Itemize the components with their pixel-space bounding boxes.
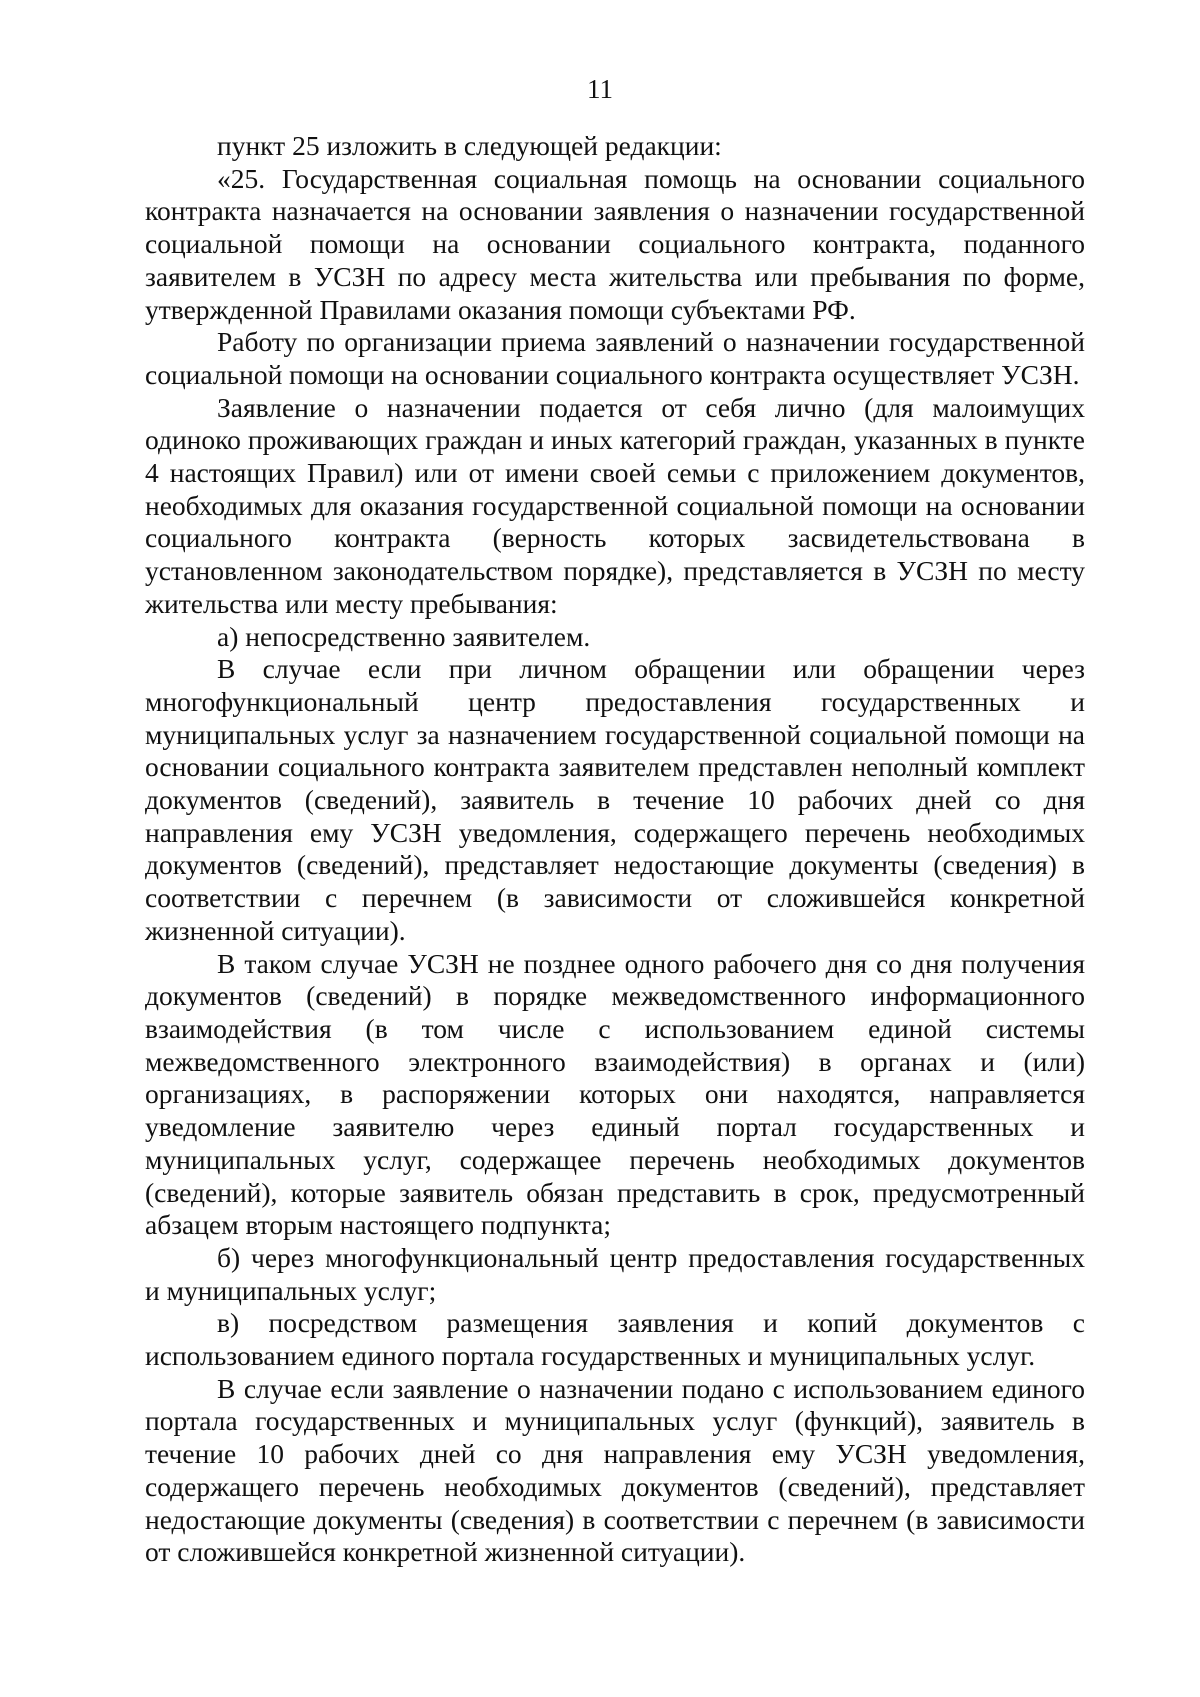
paragraph: а) непосредственно заявителем.: [217, 620, 591, 652]
paragraph: в) посредством размещения заявления и копий документов с использованием единого портала государственных и муниципальных услуг.: [145, 1307, 1085, 1372]
paragraph: пункт 25 изложить в следующей редакции:: [217, 130, 722, 161]
paragraph: В таком случае УСЗН не позднее одного рабочего дня со дня получения документов (сведений) в порядке межведомственного информационного взаимодействия (в том числе с использованием единой системы межведомственного электронного взаимодействия) в органах и (или) организациях, в распоряжении которых они находятся, направляется уведомление заявителю через единый портал государственных и муниципальных услуг, содержащее перечень необходимых документов (сведений), которые заявитель обязан представить в срок, предусмотренный абзацем вторым настоящего подпункта;: [145, 947, 1085, 1241]
paragraph: В случае если заявление о назначении подано с использованием единого портала государственных и муниципальных услуг (функций), заявитель в течение 10 рабочих дней со дня направления ему УСЗН уведомления, содержащего перечень необходимых документов (сведений), представляет недостающие документы (сведения) в соответствии с перечнем (в зависимости от сложившейся конкретной жизненной ситуации).: [145, 1372, 1085, 1568]
page-number: 11: [587, 74, 613, 104]
paragraph: Заявление о назначении подается от себя лично (для малоимущих одиноко проживающих граждан и иных категорий граждан, указанных в пункте 4 настоящих Правил) или от имени своей семьи с приложением документов, необходимых для оказания государственной социальной помощи на основании социального контракта (верность которых засвидетельствована в установленном законодательством порядке), представляется в УСЗН по месту жительства или месту пребывания:: [145, 391, 1085, 619]
paragraph: «25. Государственная социальная помощь на основании социального контракта назначается на основании заявления о назначении государственной социальной помощи на основании социального контракта, поданного заявителем в УСЗН по адресу места жительства или пребывания по форме, утвержденной Правилами оказания помощи субъектами РФ.: [145, 162, 1085, 325]
paragraph: б) через многофункциональный центр предоставления государственных и муниципальных услуг;: [145, 1241, 1085, 1306]
paragraph: В случае если при личном обращении или обращении через многофункциональный центр предоставления государственных и муниципальных услуг за назначением государственной социальной помощи на основании социального контракта заявителем представлен неполный комплект документов (сведений), заявитель в течение 10 рабочих дней со дня направления ему УСЗН уведомления, содержащего перечень необходимых документов (сведений), представляет недостающие документы (сведения) в соответствии с перечнем (в зависимости от сложившейся конкретной жизненной ситуации).: [145, 653, 1085, 946]
document-body: [145, 130, 1085, 1569]
paragraph: Работу по организации приема заявлений о назначении государственной социальной помощи на основании социального контракта осуществляет УСЗН.: [145, 326, 1085, 390]
